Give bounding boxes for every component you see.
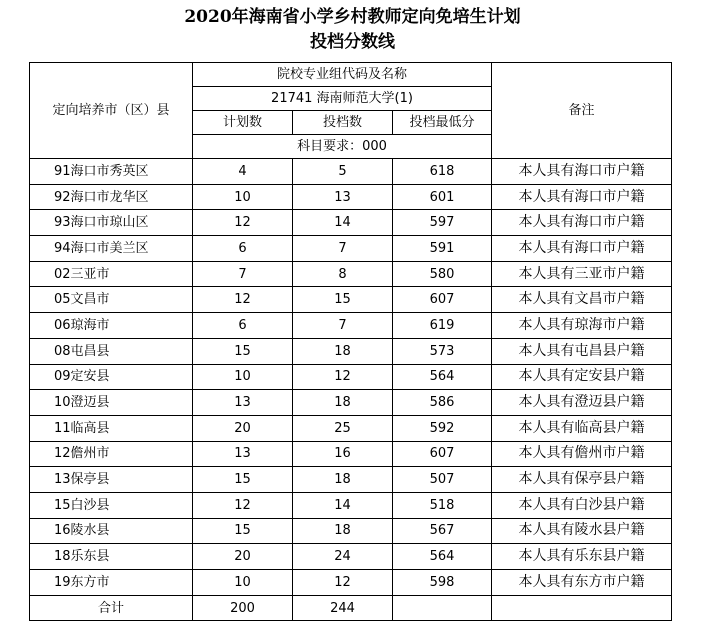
note-cell: 本人具有定安县户籍 [492,364,672,390]
page-title: 2020年海南省小学乡村教师定向免培生计划 [184,7,521,27]
table-row [30,467,672,493]
region-cell: 12儋州市 [30,441,193,467]
total-row [30,595,672,621]
region-cell: 05文昌市 [30,287,193,313]
plan-cell: 6 [193,313,293,339]
total-note [492,595,672,621]
min-score-cell: 591 [393,236,492,262]
table-row [30,518,672,544]
plan-cell: 20 [193,544,293,570]
table-row [30,441,672,467]
admitted-cell: 16 [293,441,393,467]
header-admitted: 投档数 [293,111,393,135]
header-region: 定向培养市（区）县 [30,63,193,159]
min-score-cell: 598 [393,570,492,596]
note-cell: 本人具有海口市户籍 [492,210,672,236]
note-cell: 本人具有海口市户籍 [492,184,672,210]
header-min-score: 投档最低分 [393,111,492,135]
admitted-cell: 14 [293,210,393,236]
min-score-cell: 592 [393,415,492,441]
min-score-cell: 567 [393,518,492,544]
plan-cell: 13 [193,390,293,416]
admitted-cell: 14 [293,492,393,518]
total-admitted: 244 [293,595,393,621]
admitted-cell: 18 [293,338,393,364]
table-row [30,261,672,287]
region-cell: 94海口市美兰区 [30,236,193,262]
header-group: 院校专业组代码及名称 [193,63,492,87]
admitted-cell: 13 [293,184,393,210]
header-note: 备注 [492,63,672,159]
region-cell: 93海口市琼山区 [30,210,193,236]
region-cell: 11临高县 [30,415,193,441]
admitted-cell: 18 [293,390,393,416]
min-score-cell: 618 [393,159,492,185]
region-cell: 13保亭县 [30,467,193,493]
min-score-cell: 619 [393,313,492,339]
plan-cell: 6 [193,236,293,262]
admitted-cell: 12 [293,364,393,390]
note-cell: 本人具有海口市户籍 [492,159,672,185]
region-cell: 10澄迈县 [30,390,193,416]
admitted-cell: 18 [293,467,393,493]
region-cell: 19东方市 [30,570,193,596]
region-cell: 15白沙县 [30,492,193,518]
region-cell: 92海口市龙华区 [30,184,193,210]
region-cell: 06琼海市 [30,313,193,339]
table-row [30,570,672,596]
table-row [30,492,672,518]
note-cell: 本人具有文昌市户籍 [492,287,672,313]
region-cell: 08屯昌县 [30,338,193,364]
note-cell: 本人具有临高县户籍 [492,415,672,441]
table-row [30,364,672,390]
plan-cell: 12 [193,492,293,518]
region-cell: 09定安县 [30,364,193,390]
table-row [30,184,672,210]
note-cell: 本人具有海口市户籍 [492,236,672,262]
table-row [30,415,672,441]
region-cell: 02三亚市 [30,261,193,287]
min-score-cell: 573 [393,338,492,364]
note-cell: 本人具有琼海市户籍 [492,313,672,339]
plan-cell: 15 [193,338,293,364]
plan-cell: 20 [193,415,293,441]
plan-cell: 10 [193,364,293,390]
table-row [30,210,672,236]
table-row [30,287,672,313]
plan-cell: 12 [193,287,293,313]
header-plan: 计划数 [193,111,293,135]
table-row [30,313,672,339]
admitted-cell: 8 [293,261,393,287]
plan-cell: 12 [193,210,293,236]
note-cell: 本人具有儋州市户籍 [492,441,672,467]
min-score-cell: 597 [393,210,492,236]
admitted-cell: 7 [293,313,393,339]
min-score-cell: 564 [393,364,492,390]
min-score-cell: 601 [393,184,492,210]
admitted-cell: 24 [293,544,393,570]
header-school: 21741 海南师范大学(1) [193,87,492,111]
admitted-cell: 12 [293,570,393,596]
note-cell: 本人具有三亚市户籍 [492,261,672,287]
page-subtitle: 投档分数线 [310,32,395,52]
admitted-cell: 25 [293,415,393,441]
note-cell: 本人具有陵水县户籍 [492,518,672,544]
note-cell: 本人具有乐东县户籍 [492,544,672,570]
admitted-cell: 7 [293,236,393,262]
table-row [30,159,672,185]
header-subject-requirement: 科目要求：000 [193,135,492,159]
total-min-score [393,595,492,621]
note-cell: 本人具有东方市户籍 [492,570,672,596]
note-cell: 本人具有白沙县户籍 [492,492,672,518]
min-score-cell: 586 [393,390,492,416]
admitted-cell: 18 [293,518,393,544]
total-label: 合计 [30,595,193,621]
note-cell: 本人具有澄迈县户籍 [492,390,672,416]
plan-cell: 15 [193,467,293,493]
plan-cell: 10 [193,184,293,210]
total-plan: 200 [193,595,293,621]
table-row [30,544,672,570]
plan-cell: 15 [193,518,293,544]
min-score-cell: 518 [393,492,492,518]
plan-cell: 4 [193,159,293,185]
region-cell: 18乐东县 [30,544,193,570]
note-cell: 本人具有保亭县户籍 [492,467,672,493]
table-row [30,390,672,416]
table-row [30,338,672,364]
score-table [29,62,672,621]
min-score-cell: 607 [393,441,492,467]
plan-cell: 13 [193,441,293,467]
min-score-cell: 507 [393,467,492,493]
admitted-cell: 5 [293,159,393,185]
table-row [30,236,672,262]
admitted-cell: 15 [293,287,393,313]
region-cell: 16陵水县 [30,518,193,544]
min-score-cell: 607 [393,287,492,313]
note-cell: 本人具有屯昌县户籍 [492,338,672,364]
plan-cell: 10 [193,570,293,596]
min-score-cell: 580 [393,261,492,287]
region-cell: 91海口市秀英区 [30,159,193,185]
plan-cell: 7 [193,261,293,287]
min-score-cell: 564 [393,544,492,570]
